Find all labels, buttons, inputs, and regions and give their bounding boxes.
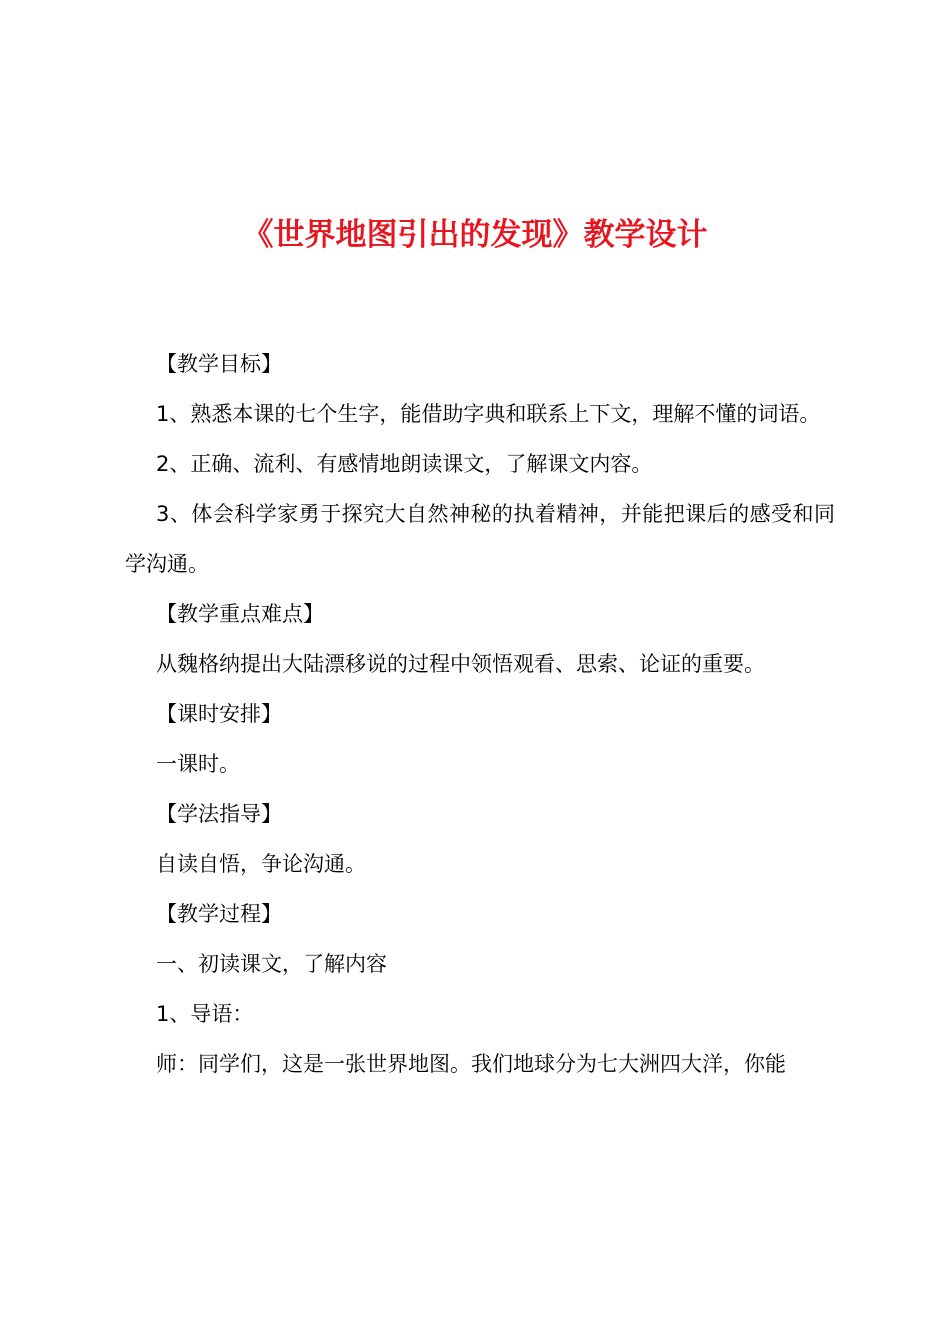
document-title: 《世界地图引出的发现》教学设计	[242, 217, 708, 253]
study-guide-text: 自读自悟，争论沟通。	[156, 852, 366, 876]
process-step-heading: 一、初读课文，了解内容	[156, 952, 387, 976]
objective-item-3: 3、体会科学家勇于探究大自然神秘的执着精神，并能把课后的感受和同学沟通。	[125, 502, 835, 576]
section-heading-schedule: 【课时安排】	[156, 702, 282, 726]
section-heading-process: 【教学过程】	[156, 902, 282, 926]
section-heading-key-points: 【教学重点难点】	[156, 602, 324, 626]
objective-item-1: 1、熟悉本课的七个生字，能借助字典和联系上下文，理解不懂的词语。	[156, 402, 821, 426]
document-body	[125, 339, 835, 1089]
process-dialogue-text: 师：同学们，这是一张世界地图。我们地球分为七大洲四大洋，你能	[156, 1052, 786, 1076]
process-substep-heading: 1、导语：	[156, 1002, 254, 1026]
objective-item-2: 2、正确、流利、有感情地朗读课文，了解课文内容。	[156, 452, 653, 476]
section-heading-objectives: 【教学目标】	[156, 352, 282, 376]
key-points-text: 从魏格纳提出大陆漂移说的过程中领悟观看、思索、论证的重要。	[156, 652, 765, 676]
section-heading-study-guide: 【学法指导】	[156, 802, 282, 826]
schedule-text: 一课时。	[156, 752, 240, 776]
